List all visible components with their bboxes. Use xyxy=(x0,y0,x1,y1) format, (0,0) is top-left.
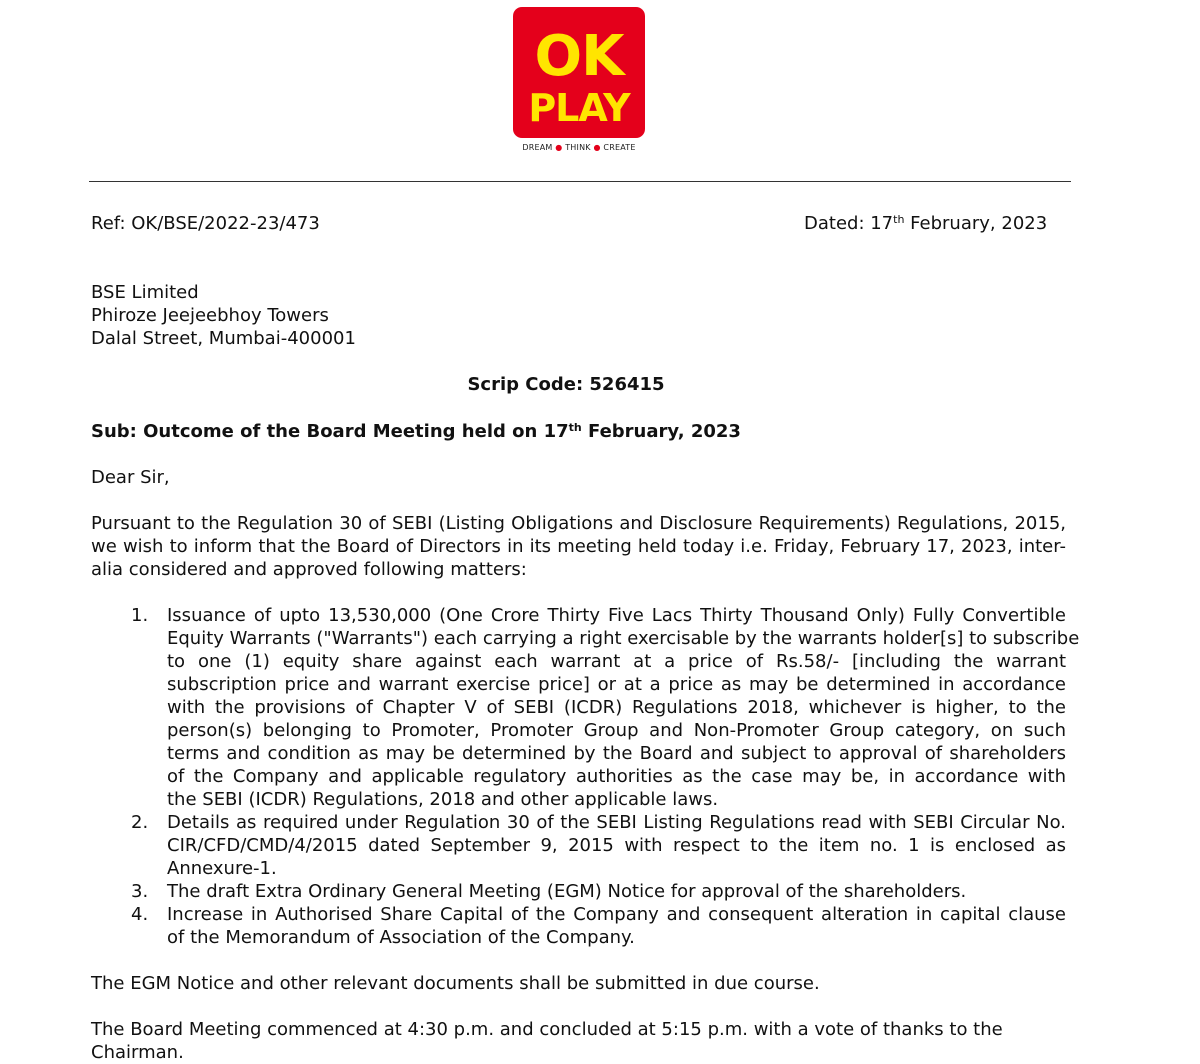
logo-line-ok: OK xyxy=(534,24,624,89)
item-line: Increase in Authorised Share Capital of the Company and consequent alteration in capital clause xyxy=(167,904,1066,925)
item-line: of the Memorandum of Association of the Company. xyxy=(167,927,635,948)
scrip-code: Scrip Code: 526415 xyxy=(467,374,665,395)
intro-line: alia considered and approved following matters: xyxy=(91,559,527,580)
date-ordinal: th xyxy=(893,213,905,226)
item-line: the SEBI (ICDR) Regulations, 2018 and other applicable laws. xyxy=(167,789,719,810)
item-number: 4. xyxy=(131,904,149,925)
subject-ordinal: th xyxy=(568,421,582,434)
header-divider xyxy=(89,181,1071,182)
tagline-word: DREAM xyxy=(522,143,553,152)
item-line: Details as required under Regulation 30 of the SEBI Listing Regulations read with SEBI Circular No. xyxy=(167,812,1066,833)
date-suffix: February, 2023 xyxy=(904,213,1048,234)
logo-tagline xyxy=(513,143,645,152)
item-line: The draft Extra Ordinary General Meeting (EGM) Notice for approval of the shareholders. xyxy=(167,881,967,902)
closing-line: The EGM Notice and other relevant documents shall be submitted in due course. xyxy=(91,973,820,994)
item-line: Equity Warrants ("Warrants") each carrying a right exercisable by the warrants holder[s] to subscribe xyxy=(167,628,1080,649)
item-line: subscription price and warrant exercise price] or at a price as may be determined in accordance xyxy=(167,674,1066,695)
subject-line xyxy=(91,420,741,443)
closing-line: Chairman. xyxy=(91,1042,184,1063)
intro-line: Pursuant to the Regulation 30 of SEBI (Listing Obligations and Disclosure Requirements) Regulations, 2015, xyxy=(91,513,1066,534)
address-line: BSE Limited xyxy=(91,282,199,303)
item-number: 2. xyxy=(131,812,149,833)
intro-line: we wish to inform that the Board of Directors in its meeting held today i.e. Friday, February 17, 2023, inter- xyxy=(91,536,1066,557)
tagline-dot-icon: ● xyxy=(593,143,601,152)
item-line: with the provisions of Chapter V of SEBI (ICDR) Regulations 2018, whichever is higher, to the xyxy=(167,697,1066,718)
letter-date xyxy=(804,212,1047,235)
address-line: Dalal Street, Mumbai-400001 xyxy=(91,328,356,349)
item-line: terms and condition as may be determined by the Board and subject to approval of shareholders xyxy=(167,743,1066,764)
item-number: 1. xyxy=(131,605,149,626)
item-line: CIR/CFD/CMD/4/2015 dated September 9, 2015 with respect to the item no. 1 is enclosed as xyxy=(167,835,1066,856)
logo-line-play: PLAY xyxy=(528,86,630,130)
reference-number: Ref: OK/BSE/2022-23/473 xyxy=(91,213,320,234)
subject-prefix: Sub: Outcome of the Board Meeting held on 17 xyxy=(91,421,569,442)
item-line: of the Company and applicable regulatory authorities as the case may be, in accordance with xyxy=(167,766,1066,787)
tagline-dot-icon: ● xyxy=(555,143,563,152)
salutation: Dear Sir, xyxy=(91,467,170,488)
date-prefix: Dated: 17 xyxy=(804,213,894,234)
tagline-word: CREATE xyxy=(603,143,636,152)
subject-suffix: February, 2023 xyxy=(581,421,741,442)
item-line: Annexure-1. xyxy=(167,858,277,879)
tagline-word: THINK xyxy=(565,143,591,152)
company-logo xyxy=(513,7,645,138)
item-line: Issuance of upto 13,530,000 (One Crore Thirty Five Lacs Thirty Thousand Only) Fully Convertible xyxy=(167,605,1066,626)
item-line: to one (1) equity share against each warrant at a price of Rs.58/- [including the warrant xyxy=(167,651,1066,672)
item-number: 3. xyxy=(131,881,149,902)
address-line: Phiroze Jeejeebhoy Towers xyxy=(91,305,329,326)
item-line: person(s) belonging to Promoter, Promoter Group and Non-Promoter Group category, on such xyxy=(167,720,1066,741)
closing-line: The Board Meeting commenced at 4:30 p.m. and concluded at 5:15 p.m. with a vote of thanks to the xyxy=(91,1019,1003,1040)
